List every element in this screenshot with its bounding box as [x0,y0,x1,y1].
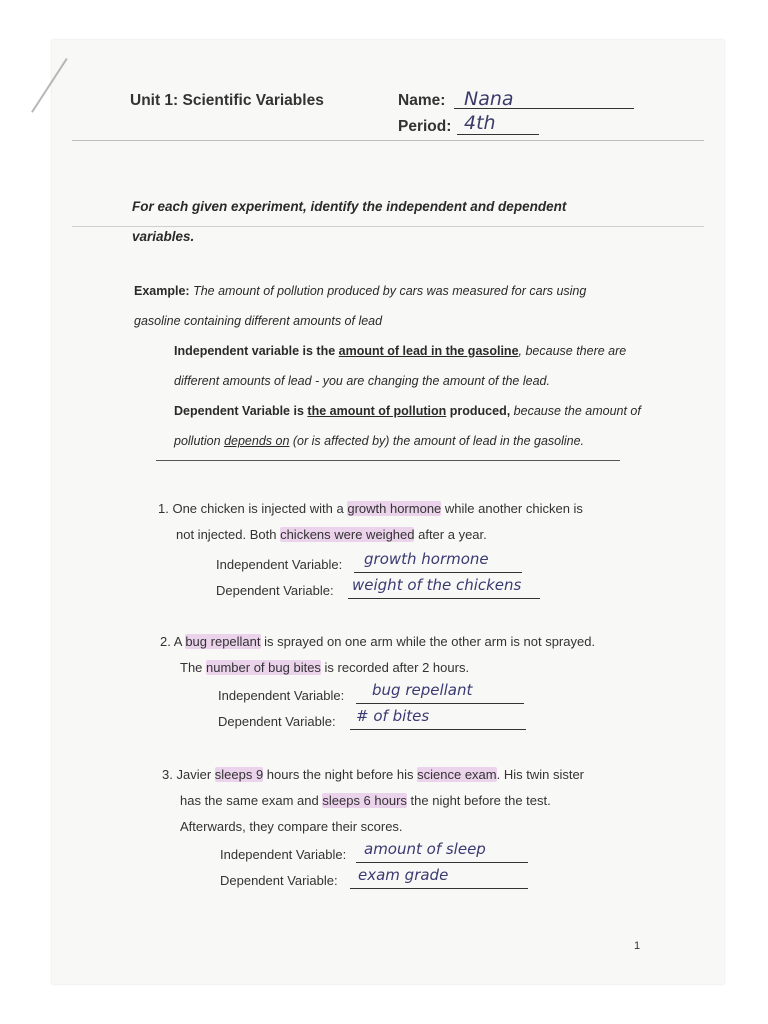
question-3-highlight-3: sleeps 6 hours [322,793,407,808]
question-2-text-a: A [173,634,186,649]
question-2-text-b: is sprayed on one arm while the other arm is not sprayed. [260,634,596,649]
example-iv-prefix: Independent variable is the [174,344,336,358]
question-3-iv-answer: amount of sleep [364,840,486,858]
example-dv-line-2 [174,426,584,456]
example-dv-suffix: because the amount of [513,404,641,418]
question-3-line-2 [180,788,551,814]
question-1-dv-answer: weight of the chickens [352,576,522,594]
instructions: For each given experiment, identify the independent and dependent variables. [132,199,567,244]
question-2-line-1 [160,629,595,655]
question-3-number: 3. [162,767,173,782]
name-label: Name: [398,92,446,109]
question-2-text-c: The [180,660,207,675]
question-2-highlight-1: bug repellant [185,634,261,649]
example-iv-line [174,336,626,366]
question-2-dv-label: Dependent Variable: [218,714,336,729]
example-text-2: gasoline containing different amounts of lead [134,314,383,328]
example-label: Example: [134,284,190,298]
question-2-iv-answer: bug repellant [372,681,473,699]
question-1-line-2 [176,522,487,548]
question-1-iv-label: Independent Variable: [216,557,343,572]
question-2-iv-label: Independent Variable: [218,688,345,703]
instructions-divider [72,226,704,227]
question-3-text-a: Javier [176,767,215,782]
question-1-iv-underline [354,572,522,573]
question-2-line-2 [180,655,469,681]
example-dv-mid: produced, [449,404,511,418]
paper-fold-mark [31,58,68,113]
header-divider [72,140,704,141]
example-text-1: The amount of pollution produced by cars was measured for cars using [193,284,587,298]
question-3-line-1 [162,762,584,788]
example-dv-line2-b: depends on [224,434,290,448]
question-2-highlight-2: number of bug bites [206,660,321,675]
example-dv-prefix: Dependent Variable is [174,404,304,418]
question-3-highlight-2: science exam [417,767,497,782]
question-2-dv-answer: # of bites [356,707,430,725]
name-value: Nana [464,88,514,110]
question-1-text-d: after a year. [414,527,487,542]
question-3-text-c: . His twin sister [496,767,585,782]
example-dv-line2-a: pollution [174,434,221,448]
worksheet-title: Unit 1: Scientific Variables [130,92,324,109]
worksheet-page [52,40,724,984]
question-1-number: 1. [158,501,169,516]
period-label: Period: [398,118,452,135]
question-2-text-d: is recorded after 2 hours. [320,660,470,675]
question-1-iv-answer: growth hormone [364,550,489,568]
question-3-iv-underline [356,862,528,863]
question-2-iv-underline [356,703,524,704]
question-1-dv-underline [348,598,540,599]
question-3-dv-answer: exam grade [358,866,449,884]
page-number: 1 [634,940,641,952]
question-1-highlight-1: growth hormone [347,501,442,516]
question-3-line-3: Afterwards, they compare their scores. [180,819,403,834]
period-underline [457,134,539,135]
example-dv-line [174,396,641,426]
question-1-line-1 [158,496,583,522]
question-1-text-c: not injected. Both [176,527,281,542]
question-2-dv-underline [350,729,526,730]
example-dv-line2-c: (or is affected by) the amount of lead in the gasoline. [292,434,585,448]
question-1-text-a: One chicken is injected with a [172,501,348,516]
question-3-iv-label: Independent Variable: [220,847,347,862]
period-value: 4th [464,112,496,134]
question-1-highlight-2: chickens were weighed [280,527,415,542]
question-3-text-b: hours the night before his [263,767,418,782]
question-1-text-b: while another chicken is [441,501,583,516]
question-3-dv-label: Dependent Variable: [220,873,338,888]
example-divider [156,460,620,461]
question-2-number: 2. [160,634,171,649]
question-1-dv-label: Dependent Variable: [216,583,334,598]
example-iv-suffix: , because there are [518,344,627,358]
example-iv-value: amount of lead in the gasoline [338,344,519,358]
example-line-1 [134,276,586,306]
example-iv-line-2: different amounts of lead - you are changing the amount of the lead. [174,374,550,388]
question-3-text-e: the night before the test. [406,793,551,808]
example-dv-value: the amount of pollution [307,404,447,418]
question-3-text-d: has the same exam and [180,793,323,808]
question-3-highlight-1: sleeps 9 [214,767,264,782]
question-3-dv-underline [350,888,528,889]
